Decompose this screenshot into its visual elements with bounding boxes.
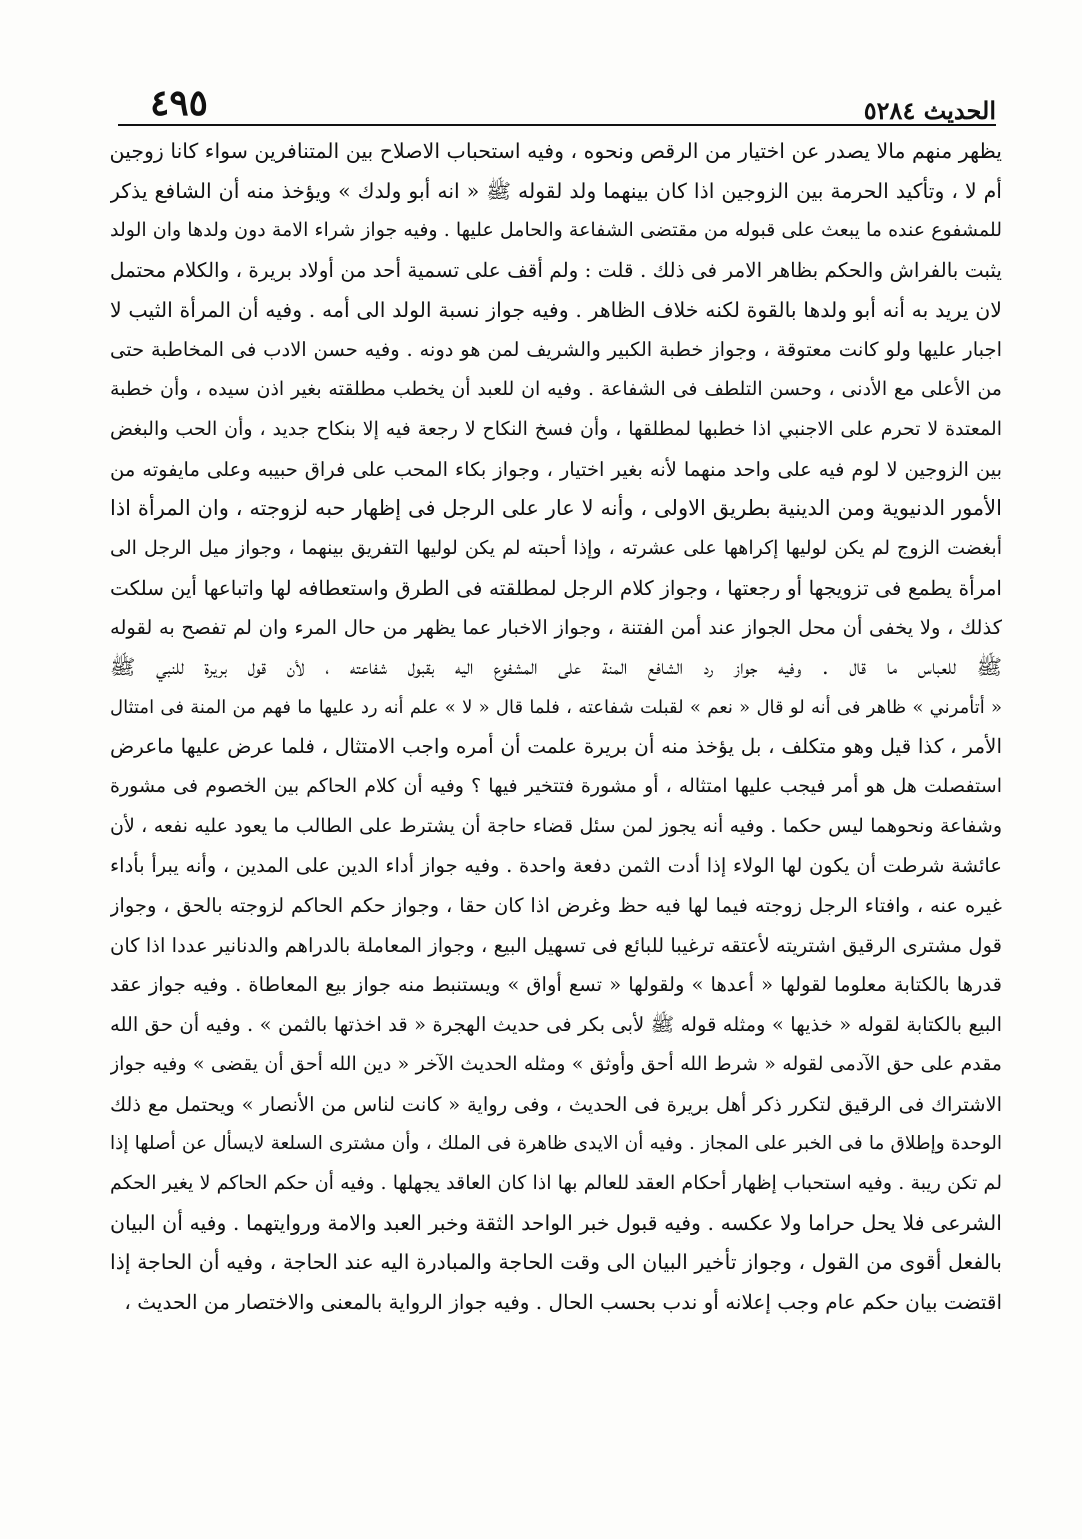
text-line: عائشة شرطت أن يكون لها الولاء إذا أدت الثمن دفعة واحدة . وفيه جواز أداء الدين على المدين ، وأنه يبرأ بأداء	[110, 854, 1002, 878]
text-line: البيع بالكتابة لقوله « خذيها » ومثله قوله ﷺ لأبى بكر فى حديث الهجرة « قد اخذتها بالثمن » . وفيه أن حق الله	[110, 1013, 1002, 1037]
text-line: أم لا ، وتأكيد الحرمة بين الزوجين اذا كان بينهما ولد لقوله ﷺ « انه أبو ولدك » ويؤخذ منه أن الشافع يذكر	[110, 178, 1002, 203]
text-line: لان يريد به أنه أبو ولدها بالقوة لكنه خلاف الظاهر . وفيه جواز نسبة الولد الى أمه . وفيه أن المرأة الثيب لا	[110, 297, 1002, 322]
text-line: غيره عنه ، وافتاء الرجل زوجته فيما لها فيه حظ وغرض اذا كان حقا ، وجواز حكم الحاكم لزوجته بالحق ، وجواز	[110, 894, 1002, 918]
body-text	[110, 132, 1002, 1323]
page-number: ٤٩٥	[150, 82, 209, 124]
text-line: كذلك ، ولا يخفى أن محل الجواز عند أمن الفتنة ، وجواز الاخبار عما يظهر من حال المرء وان لم تفصح به لقوله	[110, 616, 1002, 640]
text-line: المعتدة لا تحرم على الاجنبي اذا خطبها لمطلقها ، وأن فسخ النكاح لا رجعة فيه إلا بنكاح جديد ، وأن الحب والبغض	[110, 417, 1002, 440]
text-line: قدرها بالكتابة معلوما لقولها « أعدها » ولقولها « تسع أواق » ويستنبط منه جواز بيع المعاطاة . وفيه جواز عقد	[110, 973, 1002, 997]
text-line: يظهر منهم مالا يصدر عن اختيار من الرقص ونحوه ، وفيه استحباب الاصلاح بين المتنافرين سواء كانا زوجين	[110, 139, 1002, 163]
text-line: بين الزوجين لا لوم فيه على واحد منهما لأنه بغير اختيار ، وجواز بكاء المحب على فراق حبيبه وعلى مايفوته من	[110, 457, 1002, 481]
text-line: الوحدة وإطلاق ما فى الخبر على المجاز . وفيه أن الايدى ظاهرة فى الملك ، وأن مشترى السلعة لايسأل عن أصلها إذا	[110, 1133, 1002, 1155]
text-line: « أتأمرني » ظاهر فى أنه لو قال « نعم » لقبلت شفاعته ، فلما قال « لا » علم أنه رد عليها ما فهم من المنة فى امتثال	[110, 696, 1002, 718]
running-head-title: الحديث ٥٢٨٤	[863, 96, 996, 125]
text-line: اجبار عليها ولو كانت معتوقة ، وجواز خطبة الكبير والشريف لمن هو دونه . وفيه حسن الادب فى المخاطبة حتى	[110, 338, 1002, 362]
text-line: الأمور الدنيوية ومن الدينية بطريق الاولى ، وأنه لا عار على الرجل فى إظهار حبه لزوجته ، وان المرأة اذا	[110, 496, 1002, 521]
text-line: لم تكن ريبة . وفيه استحباب إظهار أحكام العقد للعالم بها اذا كان العاقد يجهلها . وفيه أن حكم الحاكم لا يغير الحكم	[110, 1171, 1002, 1194]
text-line: اقتضت بيان حكم عام وجب إعلانه أو ندب بحسب الحال . وفيه جواز الرواية بالمعنى والاختصار من الحديث ،	[124, 1289, 1002, 1314]
text-line: من الأعلى مع الأدنى ، وحسن التلطف فى الشفاعة . وفيه ان للعبد أن يخطب مطلقته بغير اذن سيده ، وأن خطبة	[110, 378, 1002, 401]
text-line: للمشفوع عنده ما يبعث على قبوله من مقتضى الشفاعة والحامل عليها . وفيه جواز شراء الامة دون ولدها وان الولد	[110, 219, 1002, 242]
text-line: ﷺ للعباس ما قال . وفيه جواز رد الشافع المنة على المشفوع اليه بقبول شفاعته ، لأن قول بريرة للنبي ﷺ	[110, 654, 1002, 679]
text-line: بالفعل أقوى من القول ، وجواز تأخير البيان الى وقت الحاجة والمبادرة اليه عند الحاجة ، وفيه أن الحاجة إذا	[110, 1250, 1002, 1275]
text-line: الأمر ، كذا قيل وهو متكلف ، بل يؤخذ منه أن بريرة علمت أن أمره واجب الامتثال ، فلما عرض عليها ماعرض	[110, 734, 1002, 759]
page-header	[118, 78, 996, 125]
text-line: الاشتراك فى الرقيق لتكرر ذكر أهل بريرة فى الحديث ، وفى رواية « كانت لناس من الأنصار » ويحتمل مع ذلك	[110, 1092, 1002, 1116]
text-line: يثبت بالفراش والحكم بظاهر الامر فى ذلك . قلت : ولم أقف على تسمية أحد من أولاد بريرة ، والكلام محتمل	[110, 258, 1002, 283]
text-line: الشرعى فلا يحل حراما ولا عكسه . وفيه قبول خبر الواحد الثقة وخبر العبد والامة وروايتهما . وفيه أن البيان	[110, 1210, 1002, 1235]
text-line: استفصلت هل هو أمر فيجب عليها امتثاله ، أو مشورة فتتخير فيها ؟ وفيه أن كلام الحاكم بين الخصوم فى مشورة	[110, 775, 1002, 797]
text-line: وشفاعة ونحوهما ليس حكما . وفيه أنه يجوز لمن سئل قضاء حاجة أن يشترط على الطالب ما يعود عليه نفعه ، لأن	[110, 814, 1002, 837]
text-line: مقدم على حق الآدمى لقوله « شرط الله أحق وأوثق » ومثله الحديث الآخر « دين الله أحق أن يقضى » وفيه جواز	[110, 1052, 1002, 1075]
header-rule	[118, 124, 996, 126]
text-line: امرأة يطمع فى تزويجها أو رجعتها ، وجواز كلام الرجل لمطلقته فى الطرق واستعطافه لها واتباعها أين سلكت	[110, 575, 1002, 600]
text-line: قول مشترى الرقيق اشتريته لأعتقه ترغيبا للبائع فى تسهيل البيع ، وجواز المعاملة بالدراهم والدنانير عددا اذا كان	[110, 933, 1002, 957]
text-line: أبغضت الزوج لم يكن لوليها إكراهها على عشرته ، وإذا أحبته لم يكن لوليها التفريق بينهما ، وجواز ميل الرجل الى	[110, 536, 1002, 559]
